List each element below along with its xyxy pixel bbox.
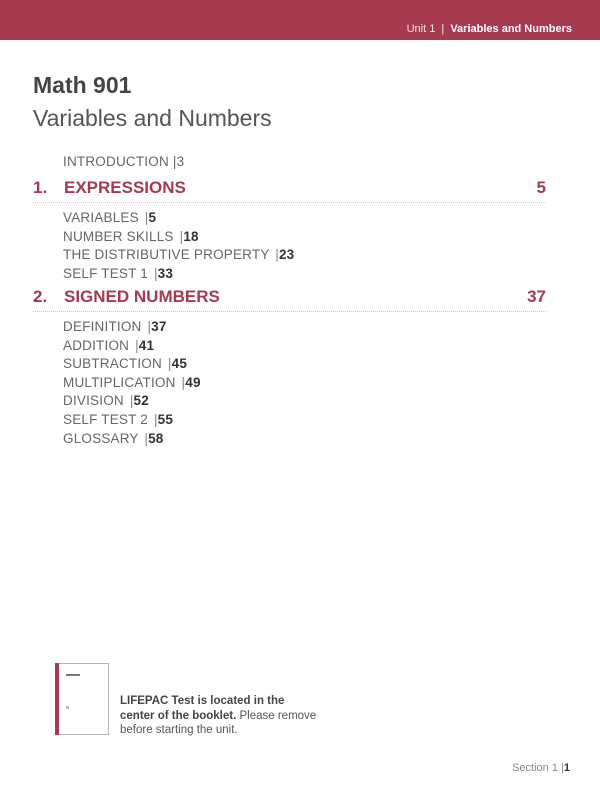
toc-item-page: 23 — [278, 247, 295, 263]
note-text: Please remove before starting the unit. — [120, 709, 317, 736]
footer-label: Section 1 — [512, 762, 558, 774]
toc-item-separator: | — [144, 430, 149, 446]
footer-page-number: 1 — [563, 762, 570, 774]
toc-item-page: 45 — [171, 356, 188, 372]
toc-item-label: NUMBER SKILLS — [63, 228, 174, 244]
toc-item-label: GLOSSARY — [63, 430, 139, 446]
toc-item-separator: | — [179, 228, 184, 244]
section-title: EXPRESSIONS — [64, 178, 186, 197]
section-title: SIGNED NUMBERS — [64, 287, 220, 306]
toc-item-label: DEFINITION — [63, 319, 142, 334]
toc-item-label: THE DISTRIBUTIVE PROPERTY — [63, 247, 270, 263]
toc-item — [63, 430, 546, 449]
toc-item-separator: | — [129, 393, 134, 409]
toc-item-separator: | — [135, 337, 139, 353]
intro-separator: | — [172, 154, 177, 169]
page-footer — [512, 762, 570, 774]
toc-item-separator: | — [275, 247, 279, 263]
toc-item-page: 5 — [148, 210, 157, 225]
toc-item-page: 18 — [183, 228, 199, 244]
toc-item-label: VARIABLES — [63, 210, 139, 225]
toc-item-separator: | — [167, 356, 172, 372]
header-text — [407, 23, 572, 35]
toc-item — [63, 228, 546, 247]
section-item-list — [63, 318, 546, 448]
intro-label: INTRODUCTION — [63, 154, 169, 169]
header-separator: | — [441, 23, 445, 35]
toc-item-label: MULTIPLICATION — [63, 374, 176, 390]
header-unit: Unit 1 — [406, 23, 436, 35]
page-title: Math 901 — [33, 72, 132, 98]
toc-item-page: 52 — [133, 393, 149, 409]
intro-entry — [63, 154, 184, 169]
header-bar — [0, 0, 600, 40]
intro-page: 3 — [176, 154, 185, 169]
toc-item-label: SELF TEST 1 — [63, 265, 148, 281]
toc-item-separator: | — [181, 374, 186, 390]
section-page-number: 5 — [536, 178, 546, 197]
toc-item-separator: | — [153, 411, 158, 427]
booklet-dot-mark — [66, 706, 69, 709]
section-expressions — [33, 178, 546, 283]
section-number: 1. — [33, 178, 48, 197]
note-bold-text: LIFEPAC Test is located in the center of the booklet. — [120, 695, 285, 722]
toc-item — [63, 265, 546, 284]
toc-item-separator: | — [147, 319, 152, 334]
toc-item — [63, 355, 546, 374]
section-heading — [33, 178, 546, 203]
toc-item-label: ADDITION — [63, 337, 130, 353]
toc-item-label: SELF TEST 2 — [63, 411, 148, 427]
toc-item-page: 58 — [148, 430, 164, 446]
toc-item-page: 37 — [151, 319, 167, 334]
lifepac-note — [120, 694, 320, 738]
footer-separator: | — [561, 762, 564, 774]
toc-item-page: 55 — [157, 411, 174, 427]
section-signed-numbers — [33, 287, 546, 448]
toc-item-separator: | — [153, 265, 158, 281]
toc-item — [63, 318, 546, 337]
toc-item-separator: | — [144, 210, 149, 225]
toc-item-label: SUBTRACTION — [63, 356, 162, 372]
section-page-number: 37 — [527, 287, 546, 306]
booklet-thumbnail — [55, 663, 109, 735]
header-title: Variables and Numbers — [450, 23, 572, 35]
section-item-list — [63, 209, 546, 283]
toc-item-page: 41 — [138, 337, 155, 353]
toc-item — [63, 246, 546, 265]
section-number: 2. — [33, 287, 48, 306]
toc-item-page: 33 — [157, 265, 174, 281]
page-subtitle: Variables and Numbers — [33, 105, 272, 131]
toc-item — [63, 374, 546, 393]
section-heading — [33, 287, 546, 312]
toc-item — [63, 411, 546, 430]
booklet-title-mark — [66, 674, 80, 676]
toc-item-page: 49 — [185, 374, 201, 390]
toc-item — [63, 392, 546, 411]
toc-item-label: DIVISION — [63, 393, 124, 409]
toc-item — [63, 209, 546, 228]
toc-item — [63, 337, 546, 356]
